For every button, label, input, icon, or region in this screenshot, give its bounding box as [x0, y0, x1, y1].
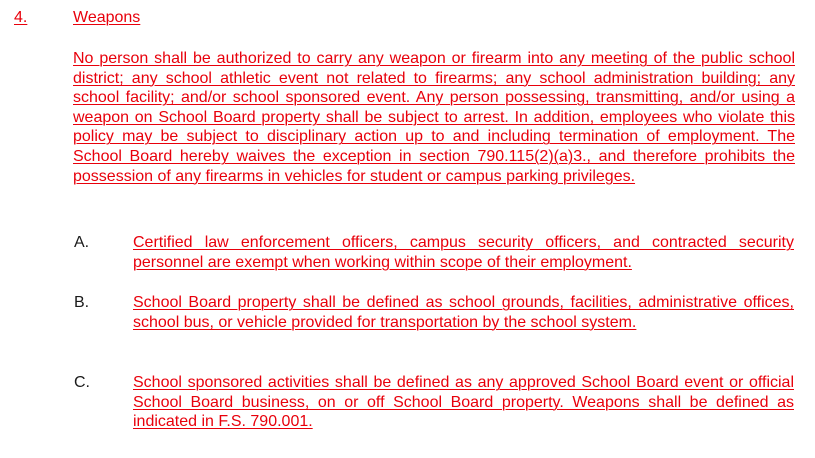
- list-item-text: Certified law enforcement officers, campus security officers, and contracted security personnel are exempt when working within scope of their employment.: [133, 234, 794, 271]
- section-heading: [14, 8, 140, 28]
- section-number: 4.: [14, 9, 28, 26]
- intro-paragraph: No person shall be authorized to carry any weapon or firearm into any meeting of the public school district; any school athletic event not related to firearms; any school administration building; any school facility; and/or school sponsored event. Any person possessing, transmitting, and/or using a weapon on School Board property shall be subject to arrest. In addition, employees who violate this policy may be subject to disciplinary action up to and including termination of employment. The School Board hereby waives the exception in section 790.115(2)(a)3., and therefore prohibits the possession of any firearms in vehicles for student or campus parking privileges.: [73, 50, 795, 185]
- list-item-letter: A.: [74, 234, 90, 251]
- list-item-text: School Board property shall be defined as school grounds, facilities, administrative offices, school bus, or vehicle provided for transportation by the school system.: [133, 294, 794, 331]
- list-item-letter: C.: [74, 374, 90, 391]
- list-item-text: School sponsored activities shall be defined as any approved School Board event or official School Board business, on or off School Board property. Weapons shall be defined as indicated in F.S. 790.001.: [133, 374, 794, 431]
- section-title: Weapons: [73, 9, 141, 26]
- list-item-letter: B.: [74, 294, 90, 311]
